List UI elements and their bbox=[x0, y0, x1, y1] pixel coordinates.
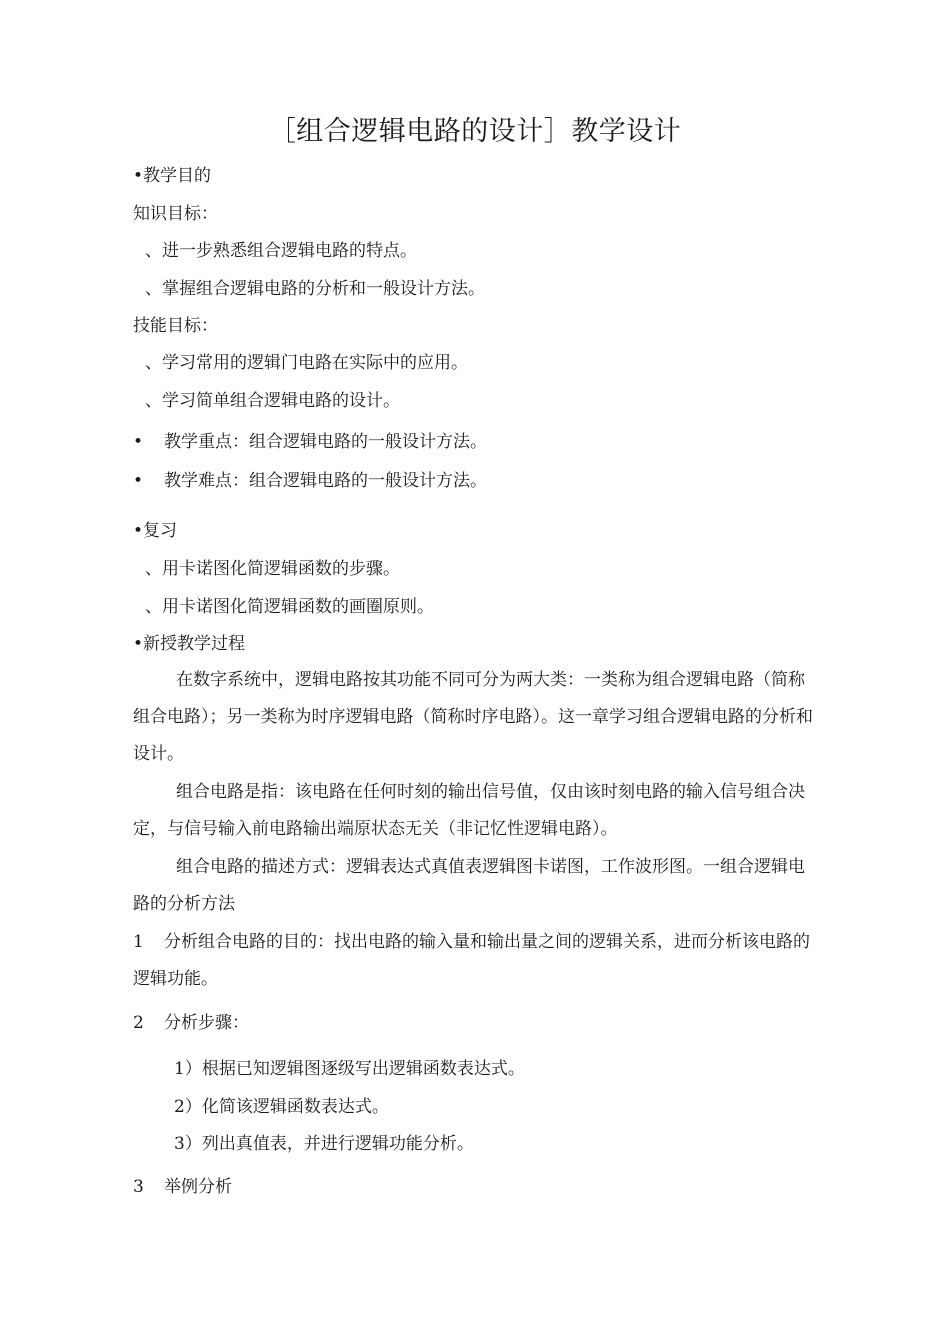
document-title: ［组合逻辑电路的设计］教学设计 bbox=[268, 116, 682, 147]
key-point-text: 教学重点：组合逻辑电路的一般设计方法。 bbox=[164, 432, 487, 452]
analysis-step: 3）列出真值表，并进行逻辑功能分析。 bbox=[174, 1134, 474, 1154]
knowledge-goal-item: 、掌握组合逻辑电路的分析和一般设计方法。 bbox=[145, 279, 485, 299]
analysis-item-1 bbox=[133, 924, 815, 998]
knowledge-goals-label: 知识目标： bbox=[133, 204, 218, 224]
lesson-paragraph-2 bbox=[133, 774, 815, 848]
item-text: 举例分析 bbox=[164, 1177, 232, 1197]
bullet-mark: • bbox=[133, 432, 144, 452]
bullet-mark: • bbox=[133, 471, 144, 491]
item-number: 2 bbox=[133, 1013, 144, 1033]
item-text: 分析步骤： bbox=[164, 1013, 249, 1033]
paragraph-text: 组合电路是指：该电路在任何时刻的输出信号值，仅由该时刻电路的输入信号组合决定，与信号输入前电路输出端原状态无关（非记忆性逻辑电路）。 bbox=[133, 782, 805, 839]
paragraph-text: 在数字系统中，逻辑电路按其功能不同可分为两大类：一类称为组合逻辑电路（简称组合电路）；另一类称为时序逻辑电路（简称时序电路）。这一章学习组合逻辑电路的分析和设计。 bbox=[133, 670, 813, 764]
skill-goal-item: 、学习简单组合逻辑电路的设计。 bbox=[145, 391, 400, 411]
item-text: 分析组合电路的目的：找出电路的输入量和输出量之间的逻辑关系，进而分析该电路的逻辑功能。 bbox=[133, 932, 810, 989]
teaching-goals-heading: •教学目的 bbox=[133, 166, 212, 186]
difficult-point-line bbox=[133, 468, 487, 494]
lesson-paragraph-1 bbox=[133, 662, 815, 773]
skill-goal-item: 、学习常用的逻辑门电路在实际中的应用。 bbox=[145, 353, 468, 373]
analysis-step: 1）根据已知逻辑图逐级写出逻辑函数表达式。 bbox=[174, 1059, 525, 1079]
item-number: 1 bbox=[133, 932, 144, 952]
skill-goals-label: 技能目标： bbox=[133, 316, 218, 336]
key-point-line bbox=[133, 429, 487, 455]
review-heading: •复习 bbox=[133, 521, 178, 541]
paragraph-text: 组合电路的描述方式：逻辑表达式真值表逻辑图卡诺图，工作波形图。一组合逻辑电路的分析方法 bbox=[133, 857, 805, 914]
knowledge-goal-item: 、进一步熟悉组合逻辑电路的特点。 bbox=[145, 241, 417, 261]
review-item: 、用卡诺图化简逻辑函数的步骤。 bbox=[145, 559, 400, 579]
new-lesson-heading: •新授教学过程 bbox=[133, 634, 246, 654]
analysis-step: 2）化简该逻辑函数表达式。 bbox=[174, 1097, 389, 1117]
review-item: 、用卡诺图化简逻辑函数的画圈原则。 bbox=[145, 597, 434, 617]
analysis-item-3 bbox=[133, 1174, 232, 1200]
lesson-paragraph-3 bbox=[133, 849, 815, 923]
item-number: 3 bbox=[133, 1177, 144, 1197]
analysis-item-2 bbox=[133, 1010, 249, 1036]
difficult-point-text: 教学难点：组合逻辑电路的一般设计方法。 bbox=[164, 471, 487, 491]
